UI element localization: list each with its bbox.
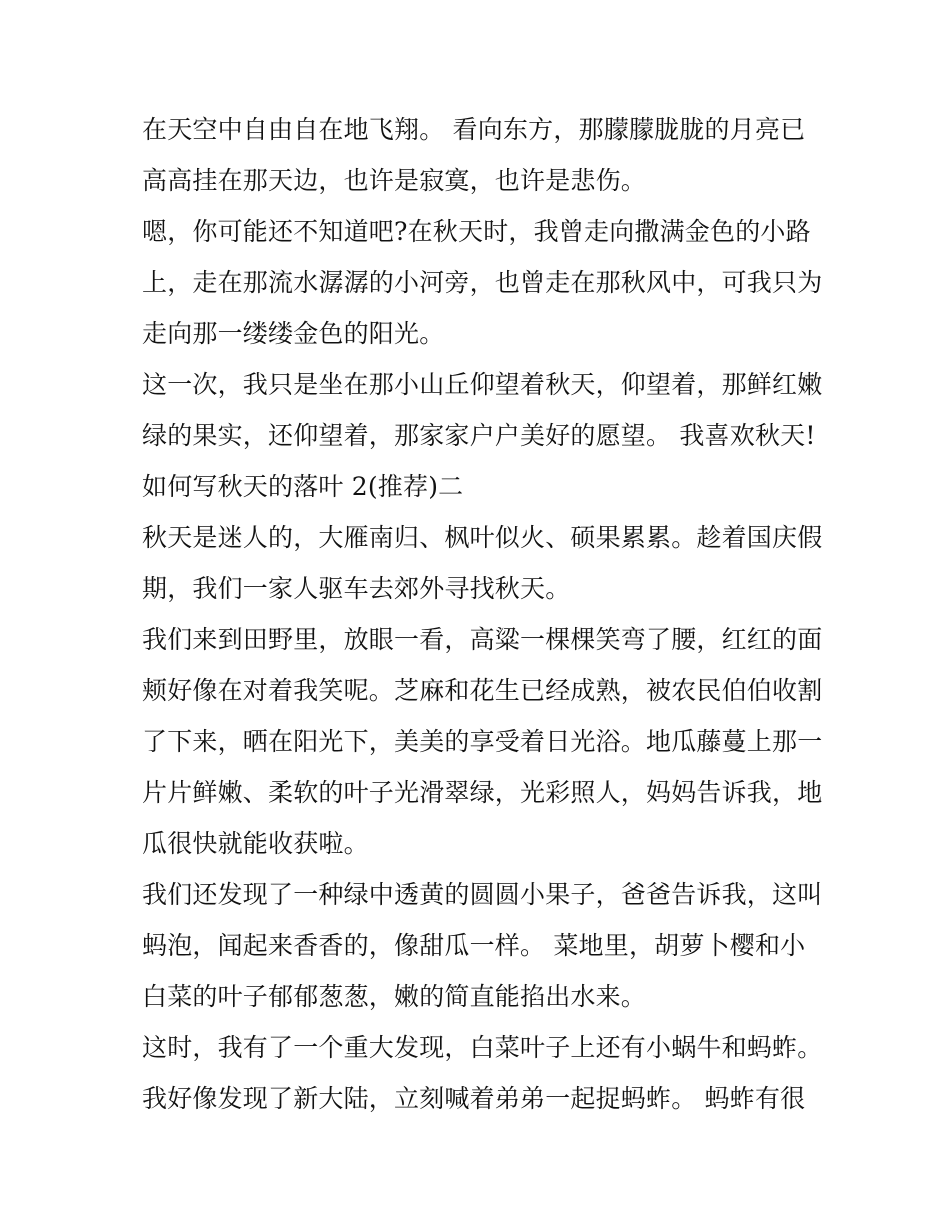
text-line: 秋天是迷人的，大雁南归、枫叶似火、硕果累累。趁着国庆假: [142, 523, 823, 552]
text-line: 上，走在那流水潺潺的小河旁，也曾走在那秋风中，可我只为: [142, 268, 823, 297]
text-line: 绿的果实，还仰望着，那家家户户美好的愿望。 我喜欢秋天!: [142, 421, 816, 450]
text-line: 颊好像在对着我笑呢。芝麻和花生已经成熟，被农民伯伯收割: [142, 676, 823, 705]
text-line: 我好像发现了新大陆，立刻喊着弟弟一起捉蚂蚱。 蚂蚱有很: [142, 1084, 806, 1113]
text-line: 了下来，晒在阳光下，美美的享受着日光浴。地瓜藤蔓上那一: [142, 727, 823, 756]
text-line: 蚂泡，闻起来香香的，像甜瓜一样。 菜地里，胡萝卜樱和小: [142, 931, 806, 960]
text-line: 瓜很快就能收获啦。: [142, 829, 369, 858]
text-line: 我们还发现了一种绿中透黄的圆圆小果子，爸爸告诉我，这叫: [142, 880, 823, 909]
text-line: 这时，我有了一个重大发现，白菜叶子上还有小蜗牛和蚂蚱。: [142, 1033, 823, 1062]
text-line: 在天空中自由自在地飞翔。 看向东方，那朦朦胧胧的月亮已: [142, 115, 806, 144]
text-line: 片片鲜嫩、柔软的叶子光滑翠绿，光彩照人，妈妈告诉我，地: [142, 778, 823, 807]
section-heading: 如何写秋天的落叶 2(推荐)二: [142, 472, 464, 501]
document-body: [142, 104, 822, 1124]
text-line: 走向那一缕缕金色的阳光。: [142, 319, 445, 348]
text-line: 高高挂在那天边，也许是寂寞，也许是悲伤。: [142, 166, 647, 195]
text-line: 嗯，你可能还不知道吧?在秋天时，我曾走向撒满金色的小路: [142, 217, 811, 246]
text-line: 期，我们一家人驱车去郊外寻找秋天。: [142, 574, 571, 603]
text-line: 这一次，我只是坐在那小山丘仰望着秋天，仰望着，那鲜红嫩: [142, 370, 823, 399]
text-line: 我们来到田野里，放眼一看，高粱一棵棵笑弯了腰，红红的面: [142, 625, 823, 654]
text-line: 白菜的叶子郁郁葱葱，嫩的简直能掐出水来。: [142, 982, 647, 1011]
